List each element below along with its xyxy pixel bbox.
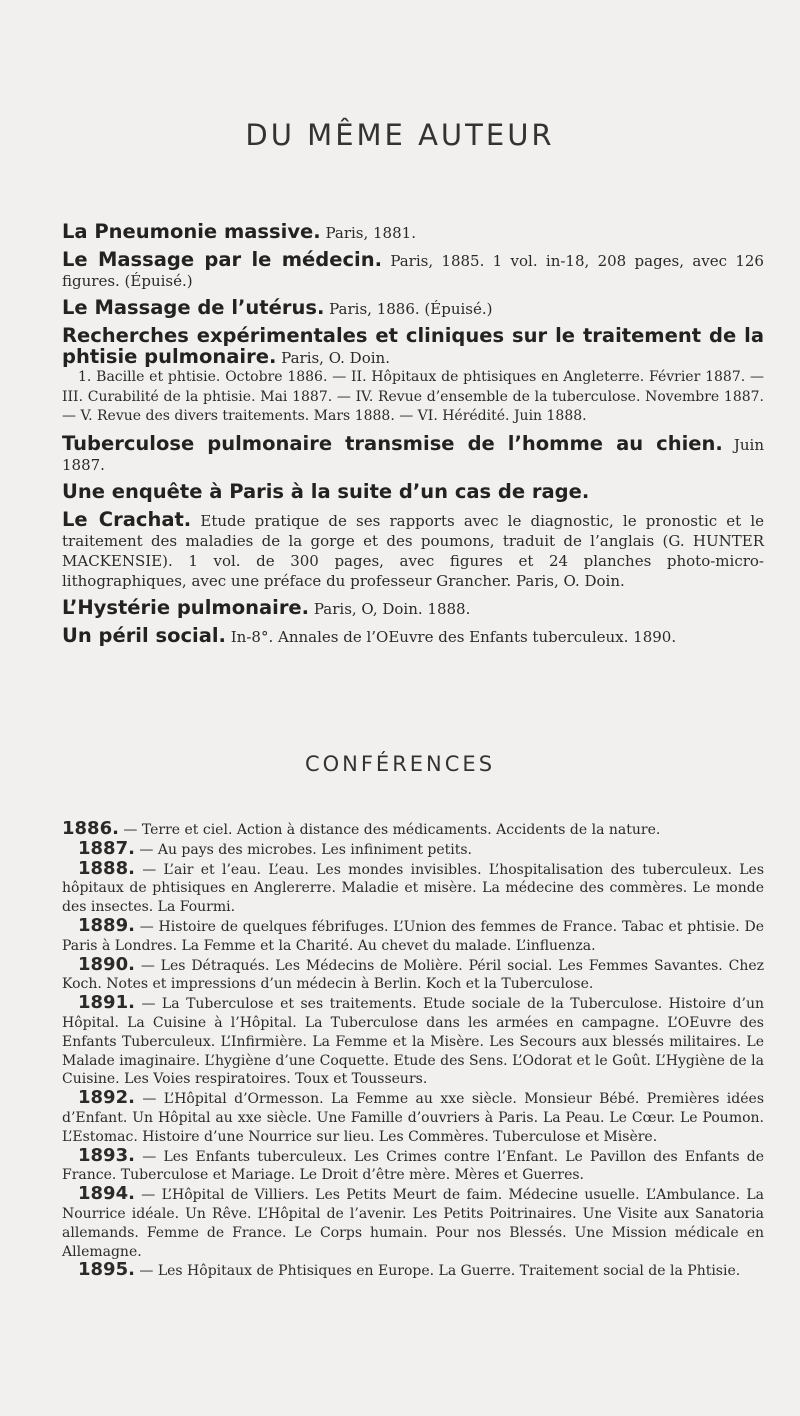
- conference-year: 1888.: [78, 857, 135, 879]
- conference-topics: — Les Enfants tuberculeux. Les Crimes contre l’Enfant. Le Pavillon des Enfants de France. Tuberculose et Mariage. Le Droit d’être mère. Mères et Guerres.: [62, 1148, 765, 1184]
- conference-topics: — Les Hôpitaux de Phtisiques en Europe. La Guerre. Traitement social de la Phtisie.: [139, 1263, 741, 1280]
- conference-topics: — Terre et ciel. Action à distance des médicaments. Accidents de la nature.: [123, 822, 661, 838]
- conference-topics: — Les Détraqués. Les Médecins de Molière. Péril social. Les Femmes Savantes. Chez Koch. Notes et impressions d’un médecin à Berlin. Koch et la Tuberculose.: [62, 957, 765, 993]
- conference-year-entry: [62, 914, 765, 956]
- conference-year-entry: [62, 953, 765, 995]
- work-details: Juin 1887.: [62, 435, 764, 474]
- conferences-list: [62, 820, 764, 1281]
- conference-year-entry: [62, 1261, 764, 1281]
- work-entry: [62, 250, 764, 291]
- conference-year: 1894.: [78, 1183, 135, 1205]
- conferences-heading: CONFÉRENCES: [304, 752, 496, 776]
- conference-year: 1891.: [78, 992, 135, 1014]
- work-title: Recherches expérimentales et cliniques sur le traitement de la phtisie pulmonaire.: [62, 324, 764, 368]
- work-details: Paris, 1885. 1 vol. in-18, 208 pages, avec 126 figures. (Épuisé.): [62, 252, 764, 290]
- conference-topics: — Au pays des microbes. Les infiniment petits.: [139, 841, 473, 858]
- work-title: L’Hystérie pulmonaire.: [62, 595, 310, 619]
- conference-year: 1890.: [78, 953, 135, 975]
- conference-year: 1886.: [62, 818, 119, 839]
- conference-year-entry: [62, 837, 764, 860]
- work-title: Tuberculose pulmonaire transmise de l’homme au chien.: [62, 431, 723, 455]
- work-title: Le Massage par le médecin.: [62, 248, 382, 271]
- work-title: Le Massage de l’utérus.: [62, 296, 325, 319]
- conference-topics: — L’Hôpital de Villiers. Les Petits Meurt de faim. Médecine usuelle. L’Ambulance. La Nourrice idéale. Un Rêve. L’Hôpital de l’avenir. Les Petits Poitrinaires. Une Visite aux Sanatoria allemands. Femme de France. Le Corps humain. Pour nos Blessés. Une Mission médicale en Allemagne.: [62, 1187, 765, 1260]
- work-details: Paris, O. Doin.: [281, 349, 390, 367]
- conference-year-entry: [62, 994, 764, 1089]
- work-title: La Pneumonie massive.: [62, 220, 321, 243]
- work-details: Paris, O, Doin. 1888.: [313, 599, 471, 618]
- conference-year-entry: [62, 857, 764, 917]
- work-details: Paris, 1881.: [325, 224, 416, 242]
- work-entry: [62, 507, 764, 591]
- page-heading: DU MÊME AUTEUR: [245, 118, 555, 152]
- work-entry: [62, 298, 764, 319]
- work-details: Etude pratique de ses rapports avec le diagnostic, le pronostic et le traitement des maladies de la gorge et des poumons, traduit de l’anglais (G. HUNTER MACKENSIE). 1 vol. de 300 pages, avec figures et 24 planches photo-micro-lithographiques, avec une préface du professeur Grancher. Paris, O. Doin.: [62, 511, 764, 590]
- work-title: Un péril social.: [62, 623, 226, 647]
- conference-year-entry: [62, 1144, 765, 1186]
- conference-topics: — Histoire de quelques fébrifuges. L’Union des femmes de France. Tabac et phtisie. De Paris à Londres. La Femme et la Charité. Au chevet du malade. L’influenza.: [62, 918, 765, 954]
- work-details: In-8°. Annales de l’OEuvre des Enfants tuberculeux. 1890.: [230, 627, 677, 646]
- conference-year: 1892.: [78, 1087, 135, 1109]
- work-details: Paris, 1886. (Épuisé.): [329, 300, 493, 318]
- work-entry: [62, 222, 764, 243]
- conference-year: 1893.: [78, 1144, 135, 1166]
- conference-year-entry: [62, 1185, 764, 1261]
- conference-year-entry: [62, 1089, 764, 1146]
- work-subentries: 1. Bacille et phtisie. Octobre 1886. — II. Hôpitaux de phtisiques en Angleterre. Février 1887. — III. Curabilité de la phtisie. Mai 1887. — IV. Revue d’ensemble de la tuberculose. Novembre 1887. — V. Revue des divers traitements. Mars 1888. — VI. Hérédité. Juin 1888.: [62, 369, 764, 424]
- conference-topics: — L’air et l’eau. L’eau. Les mondes invisibles. L’hospitalisation des tuberculeux. Les hôpitaux de phtisiques en Anglererre. Maladie et misère. La médecine des commères. Le monde des insectes. La Fourmi.: [62, 861, 764, 916]
- work-entry: [62, 479, 764, 503]
- conference-year: 1887.: [78, 837, 135, 859]
- work-entry: [62, 623, 764, 647]
- work-entry: [62, 326, 764, 427]
- conference-year-entry: [62, 820, 764, 840]
- conference-topics: — La Tuberculose et ses traitements. Etude sociale de la Tuberculose. Histoire d’un Hôpital. La Cuisine à l’Hôpital. La Tuberculose dans les armées en campagne. L’OEuvre des Enfants Tuberculeux. L’Infirmière. La Femme et la Misère. Les Secours aux blessés militaires. Le Malade imaginaire. L’hygiène d’une Coquette. Etude des Sens. L’Odorat et le Goût. L’Hygiène de la Cuisine. Les Voies respiratoires. Toux et Tousseurs.: [62, 996, 764, 1088]
- work-title: Le Crachat.: [62, 507, 192, 531]
- works-list: [62, 222, 764, 654]
- conference-topics: — L’Hôpital d’Ormesson. La Femme au xxe siècle. Monsieur Bébé. Premières idées d’Enfant. Un Hôpital au xxe siècle. Une Famille d’ouvriers à Paris. La Peau. Le Cœur. Le Poumon. L’Estomac. Histoire d’une Nourrice sur lieu. Les Commères. Tuberculose et Misère.: [62, 1091, 765, 1145]
- work-entry: [62, 595, 764, 619]
- work-entry: [62, 431, 764, 475]
- conference-year: 1889.: [78, 914, 135, 936]
- conference-year: 1895.: [78, 1259, 135, 1281]
- work-title: Une enquête à Paris à la suite d’un cas de rage.: [62, 479, 590, 503]
